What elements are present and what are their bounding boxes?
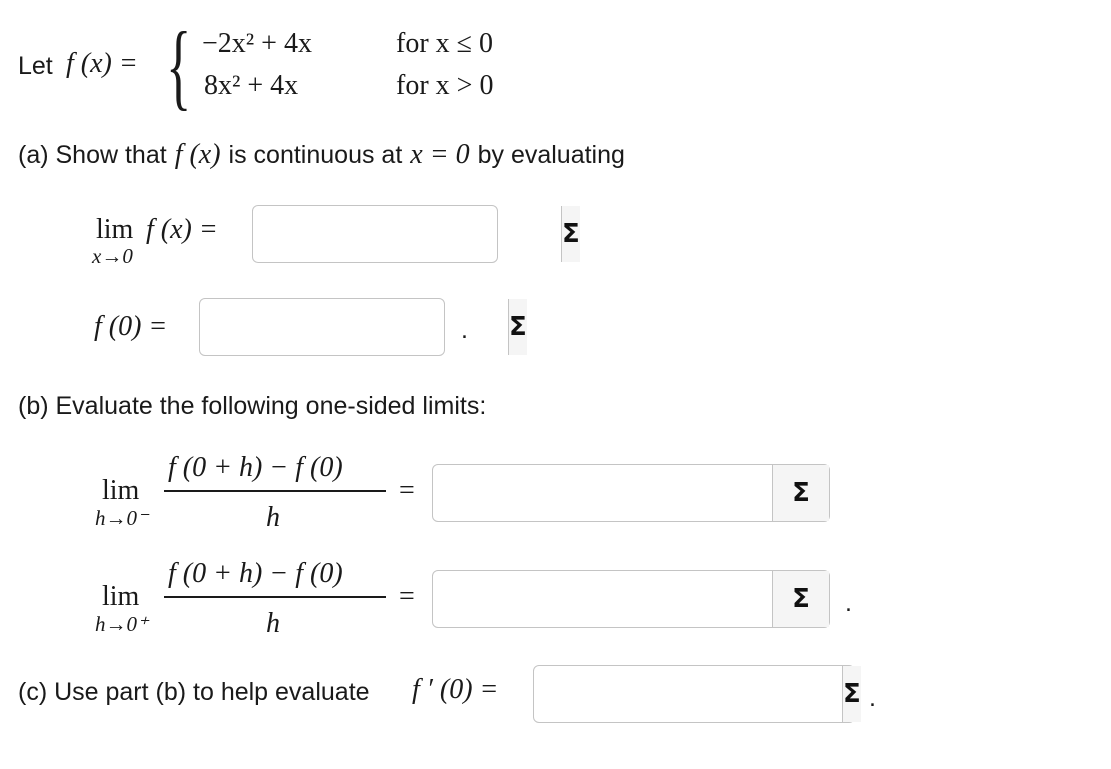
limit-answer-box <box>252 205 580 263</box>
right-limit-period: . <box>845 589 852 617</box>
part-b-heading: (b) Evaluate the following one-sided limits: <box>18 392 487 420</box>
right-equals: = <box>399 581 415 612</box>
limit-answer-input[interactable] <box>253 206 561 262</box>
f0-period: . <box>461 316 468 344</box>
left-limit-subscript: h→0⁻ <box>95 506 149 530</box>
right-limit-answer-box <box>432 570 830 628</box>
left-difference-denominator: h <box>266 502 280 533</box>
sigma-icon[interactable]: Σ <box>772 465 829 521</box>
limit-subscript: x→0 <box>92 244 133 268</box>
part-a-suffix: by evaluating <box>477 141 625 169</box>
piecewise-brace: { <box>166 12 192 119</box>
limit-expression: f (x) = <box>146 214 218 245</box>
right-difference-numerator: f (0 + h) − f (0) <box>168 558 343 589</box>
left-difference-numerator: f (0 + h) − f (0) <box>168 452 343 483</box>
derivative-period: . <box>869 684 876 712</box>
function-lhs: f (x) = <box>66 48 138 79</box>
left-equals: = <box>399 475 415 506</box>
sigma-icon[interactable]: Σ <box>561 206 580 262</box>
f0-answer-box <box>199 298 527 356</box>
piece1-condition: for x ≤ 0 <box>396 28 494 59</box>
sigma-icon[interactable]: Σ <box>772 571 829 627</box>
part-a-prompt <box>18 139 625 171</box>
part-a-middle: is continuous at <box>228 141 403 169</box>
right-difference-denominator: h <box>266 608 280 639</box>
derivative-answer-box <box>533 665 861 723</box>
right-fraction-bar <box>164 596 386 598</box>
part-a-prefix: (a) Show that <box>18 141 167 169</box>
f0-label: f (0) = <box>94 311 168 342</box>
part-a-fx: f (x) <box>174 139 221 170</box>
piece2-expression: 8x² + 4x <box>204 70 299 101</box>
piece1-expression: −2x² + 4x <box>202 28 312 59</box>
right-limit-subscript: h→0⁺ <box>95 612 149 636</box>
piece2-condition: for x > 0 <box>396 70 494 101</box>
left-limit-word: lim <box>102 475 140 506</box>
part-a-condition: x = 0 <box>410 139 470 170</box>
let-label: Let <box>18 52 53 80</box>
left-limit-answer-box <box>432 464 830 522</box>
left-fraction-bar <box>164 490 386 492</box>
right-limit-answer-input[interactable] <box>433 571 772 627</box>
sigma-icon[interactable]: Σ <box>842 666 861 722</box>
part-c-prompt: (c) Use part (b) to help evaluate <box>18 678 370 706</box>
derivative-answer-input[interactable] <box>534 666 842 722</box>
derivative-expression: f ′ (0) = <box>412 674 499 705</box>
sigma-icon[interactable]: Σ <box>508 299 527 355</box>
left-limit-answer-input[interactable] <box>433 465 772 521</box>
right-limit-word: lim <box>102 581 140 612</box>
limit-word: lim <box>96 214 134 245</box>
